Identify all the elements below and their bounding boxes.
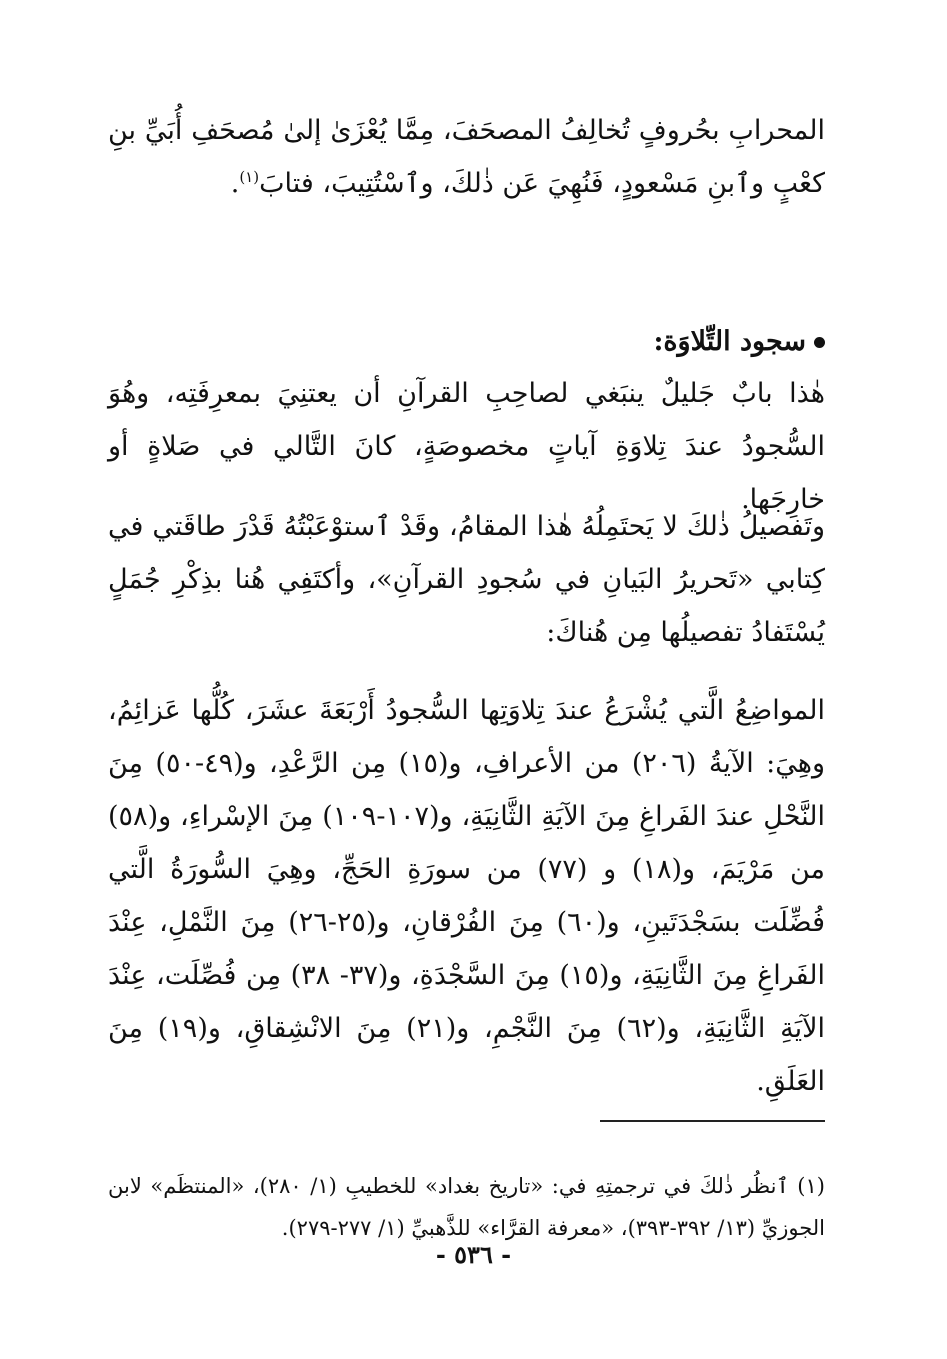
bullet-icon — [814, 337, 825, 348]
footnote-divider — [600, 1120, 825, 1122]
paragraph-end-mark: . — [230, 168, 240, 199]
page-number: - ٥٣٦ - — [435, 1240, 512, 1269]
paragraph-sajda-list: المواضِعُ الَّتي يُشْرَعُ عندَ تِلاوَتِها السُّجودُ أَرْبَعَةَ عشَرَ، كُلُّها عَزائِمُ، وهِيَ: الآيةُ (٢٠٦) من الأعرافِ، و(١٥) مِن الرَّعْدِ، و(٤٩-٥٠) مِنَ النَّحْلِ عندَ الفَراغِ مِنَ الآيَةِ الثَّانِيَةِ، و(١٠٧-١٠٩) مِنَ الإسْراءِ، و(٥٨) من مَرْيَمَ، و(١٨) و (٧٧) من سورَةِ الحَجِّ، وهِيَ السُّورَةُ الَّتي فُضِّلَت بسَجْدَتَينِ، و(٦٠) مِنَ الفُرْقانِ، و(٢٥-٢٦) مِنَ النَّمْلِ، عِنْدَ الفَراغِ مِنَ الثَّانِيَةِ، و(١٥) مِنَ السَّجْدَةِ، و(٣٧- ٣٨) مِن فُصِّلَت، عِنْدَ الآيَةِ الثَّانِيَةِ، و(٦٢) مِنَ النَّجْمِ، و(٢١) مِنَ الانْشِقاقِ، و(١٩) مِنَ العَلَقِ. — [108, 695, 826, 1097]
footnote: (١) ٱنظُر ذٰلكَ في ترجمتِهِ في: «تاريخ بغداد» للخطيبِ (١/ ٢٨٠)، «المنتظَم» لابن الجوزيِّ (١٣/ ٣٩٢-٣٩٣)، «معرفة القرَّاء» للذَّهبيِّ (١/ ٢٧٧-٢٧٩). — [108, 1174, 825, 1240]
section-heading — [108, 322, 825, 362]
footnote-reference: (١) — [239, 168, 260, 186]
section-heading-text: سجود التِّلاوَة: — [653, 326, 806, 357]
paragraph-intro: هٰذا بابٌ جَليلٌ ينبَغي لصاحِبِ القرآنِ أن يعتنِيَ بمعرِفَتِه، وهُوَ السُّجودُ عندَ تِلاوَةِ آياتٍ مخصوصَةٍ، كانَ التَّالي في صَلاةٍ أو خارِجَها. — [108, 378, 825, 515]
paragraph-continuation — [108, 104, 825, 210]
paragraph-continuation-text: المحرابِ بحُروفٍ تُخالِفُ المصحَفَ، مِمَّا يُعْزَىٰ إلىٰ مُصحَفِ أُبَيِّ بنِ كعْبٍ وٱبنِ مَسْعودٍ، فَنُهِيَ عَن ذٰلكَ، وٱسْتُتِيبَ، فتابَ — [108, 115, 825, 199]
paragraph-detail: وتَفصيلُ ذٰلكَ لا يَحتَمِلُهُ هٰذا المقامُ، وقَدْ ٱستوْعَبْتُهُ قَدْرَ طاقَتي في كِتابي «تَحريرُ البَيانِ في سُجودِ القرآنِ»، وأكتَفِي هُنا بذِكْرِ جُمَلٍ يُسْتَفادُ تفصيلُها مِن هُناكَ: — [108, 511, 825, 648]
